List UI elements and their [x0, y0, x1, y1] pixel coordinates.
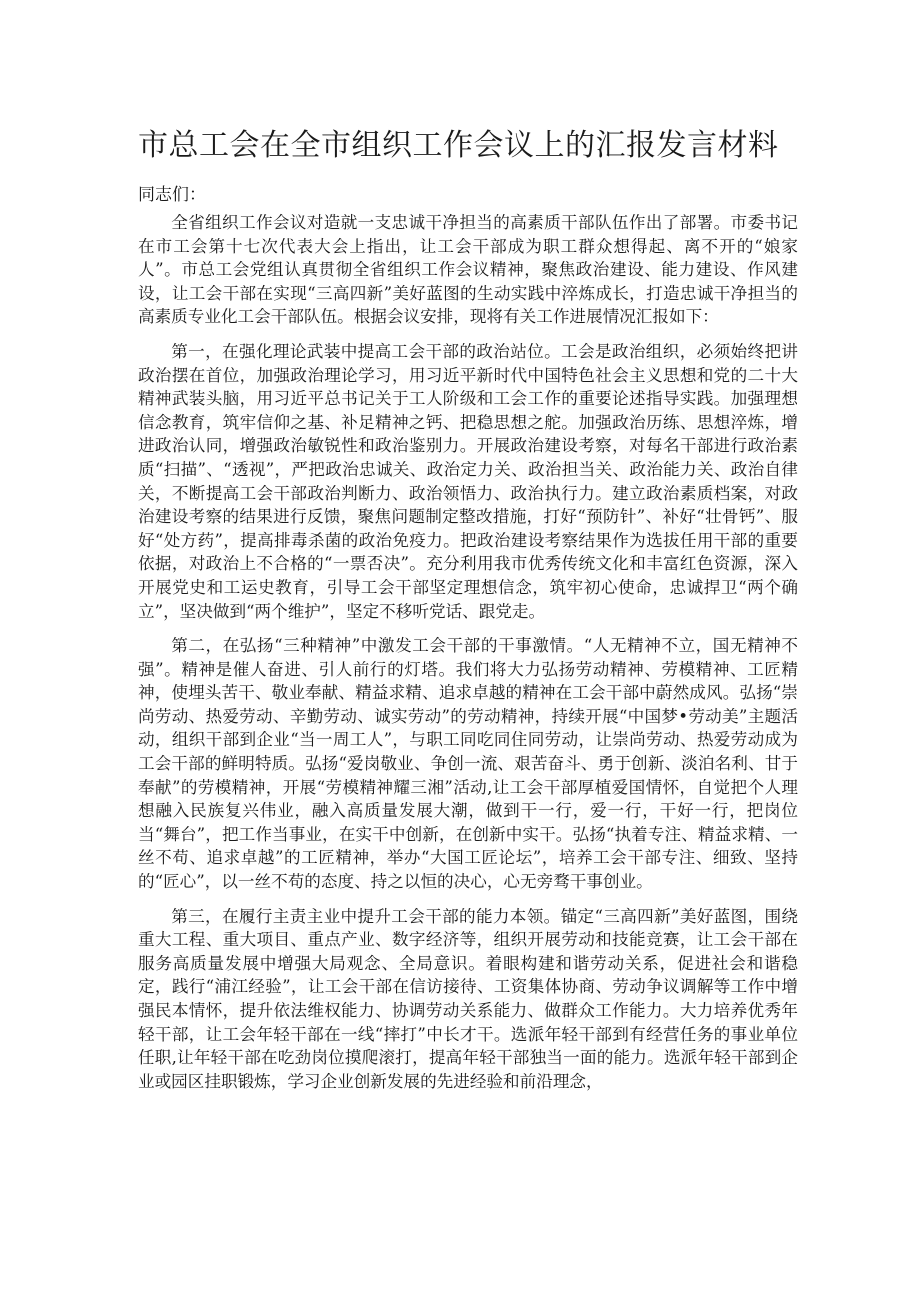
- paragraph-third: 第三，在履行主责主业中提升工会干部的能力本领。锚定“三高四新”美好蓝图，围绕重大工程、重大项目、重点产业、数字经济等，组织开展劳动和技能竞赛，让工会干部在服务高质量发展中增强大局观念、全局意识。着眼构建和谐劳动关系，促进社会和谐稳定，践行“浦江经验”，让工会干部在信访接待、工资集体协商、劳动争议调解等工作中增强民本情怀，提升依法维权能力、协调劳动关系能力、做群众工作能力。大力培养优秀年轻干部，让工会年轻干部在一线“摔打”中长才干。选派年轻干部到有经营任务的事业单位任职,让年轻干部在吃劲岗位摸爬滚打，提高年轻干部独当一面的能力。选派年轻干部到企业或园区挂职锻炼，学习企业创新发展的先进经验和前沿理念，: [138, 906, 798, 1091]
- paragraph-second: 第二，在弘扬“三种精神”中激发工会干部的干事激情。“人无精神不立，国无精神不强”。精神是催人奋进、引人前行的灯塔。我们将大力弘扬劳动精神、劳模精神、工匠精神，使埋头苦干、敬业奉献、精益求精、追求卓越的精神在工会干部中蔚然成风。弘扬“崇尚劳动、热爱劳动、辛勤劳动、诚实劳动”的劳动精神，持续开展“中国梦•劳动美”主题活动，组织干部到企业“当一周工人”，与职工同吃同住同劳动，让崇尚劳动、热爱劳动成为工会干部的鲜明特质。弘扬“爱岗敬业、争创一流、艰苦奋斗、勇于创新、淡泊名利、甘于奉献”的劳模精神，开展“劳模精神耀三湘”活动,让工会干部厚植爱国情怀，自觉把个人理想融入民族复兴伟业，融入高质量发展大潮，做到干一行，爱一行，干好一行，把岗位当“舞台”，把工作当事业，在实干中创新，在创新中实干。弘扬“执着专注、精益求精、一丝不苟、追求卓越”的工匠精神，举办“大国工匠论坛”，培养工会干部专注、细致、坚持的“匠心”，以一丝不苟的态度、持之以恒的决心，心无旁骛干事创业。: [138, 636, 798, 892]
- document-title: 市总工会在全市组织工作会议上的汇报发言材料: [138, 128, 779, 163]
- paragraph-intro: 全省组织工作会议对造就一支忠诚干净担当的高素质干部队伍作出了部署。市委书记在市工会第十七次代表大会上指出，让工会干部成为职工群众想得起、离不开的“娘家人”。市总工会党组认真贯彻全省组织工作会议精神，聚焦政治建设、能力建设、作风建设，让工会干部在实现“三高四新”美好蓝图的生动实践中淬炼成长，打造忠诚干净担当的高素质专业化工会干部队伍。根据会议安排，现将有关工作进展情况汇报如下：: [138, 213, 798, 327]
- salutation: 同志们：: [138, 185, 206, 205]
- paragraph-first: 第一，在强化理论武装中提高工会干部的政治站位。工会是政治组织，必须始终把讲政治摆在首位，加强政治理论学习，用习近平新时代中国特色社会主义思想和党的二十大精神武装头脑，用习近平总书记关于工人阶级和工会工作的重要论述指导实践。加强理想信念教育，筑牢信仰之基、补足精神之钙、把稳思想之舵。加强政治历练、思想淬炼，增进政治认同，增强政治敏锐性和政治鉴别力。开展政治建设考察，对每名干部进行政治素质“扫描”、“透视”，严把政治忠诚关、政治定力关、政治担当关、政治能力关、政治自律关，不断提高工会干部政治判断力、政治领悟力、政治执行力。建立政治素质档案，对政治建设考察的结果进行反馈，聚焦问题制定整改措施，打好“预防针”、补好“壮骨钙”、服好“处方药”，提高排毒杀菌的政治免疫力。把政治建设考察结果作为选拔任用干部的重要依据，对政治上不合格的“一票否决”。充分利用我市优秀传统文化和丰富红色资源，深入开展党史和工运史教育，引导工会干部坚定理想信念，筑牢初心使命，忠诚捍卫“两个确立”，坚决做到“两个维护”，坚定不移听党话、跟党走。: [138, 341, 798, 621]
- document-body: [138, 183, 798, 1104]
